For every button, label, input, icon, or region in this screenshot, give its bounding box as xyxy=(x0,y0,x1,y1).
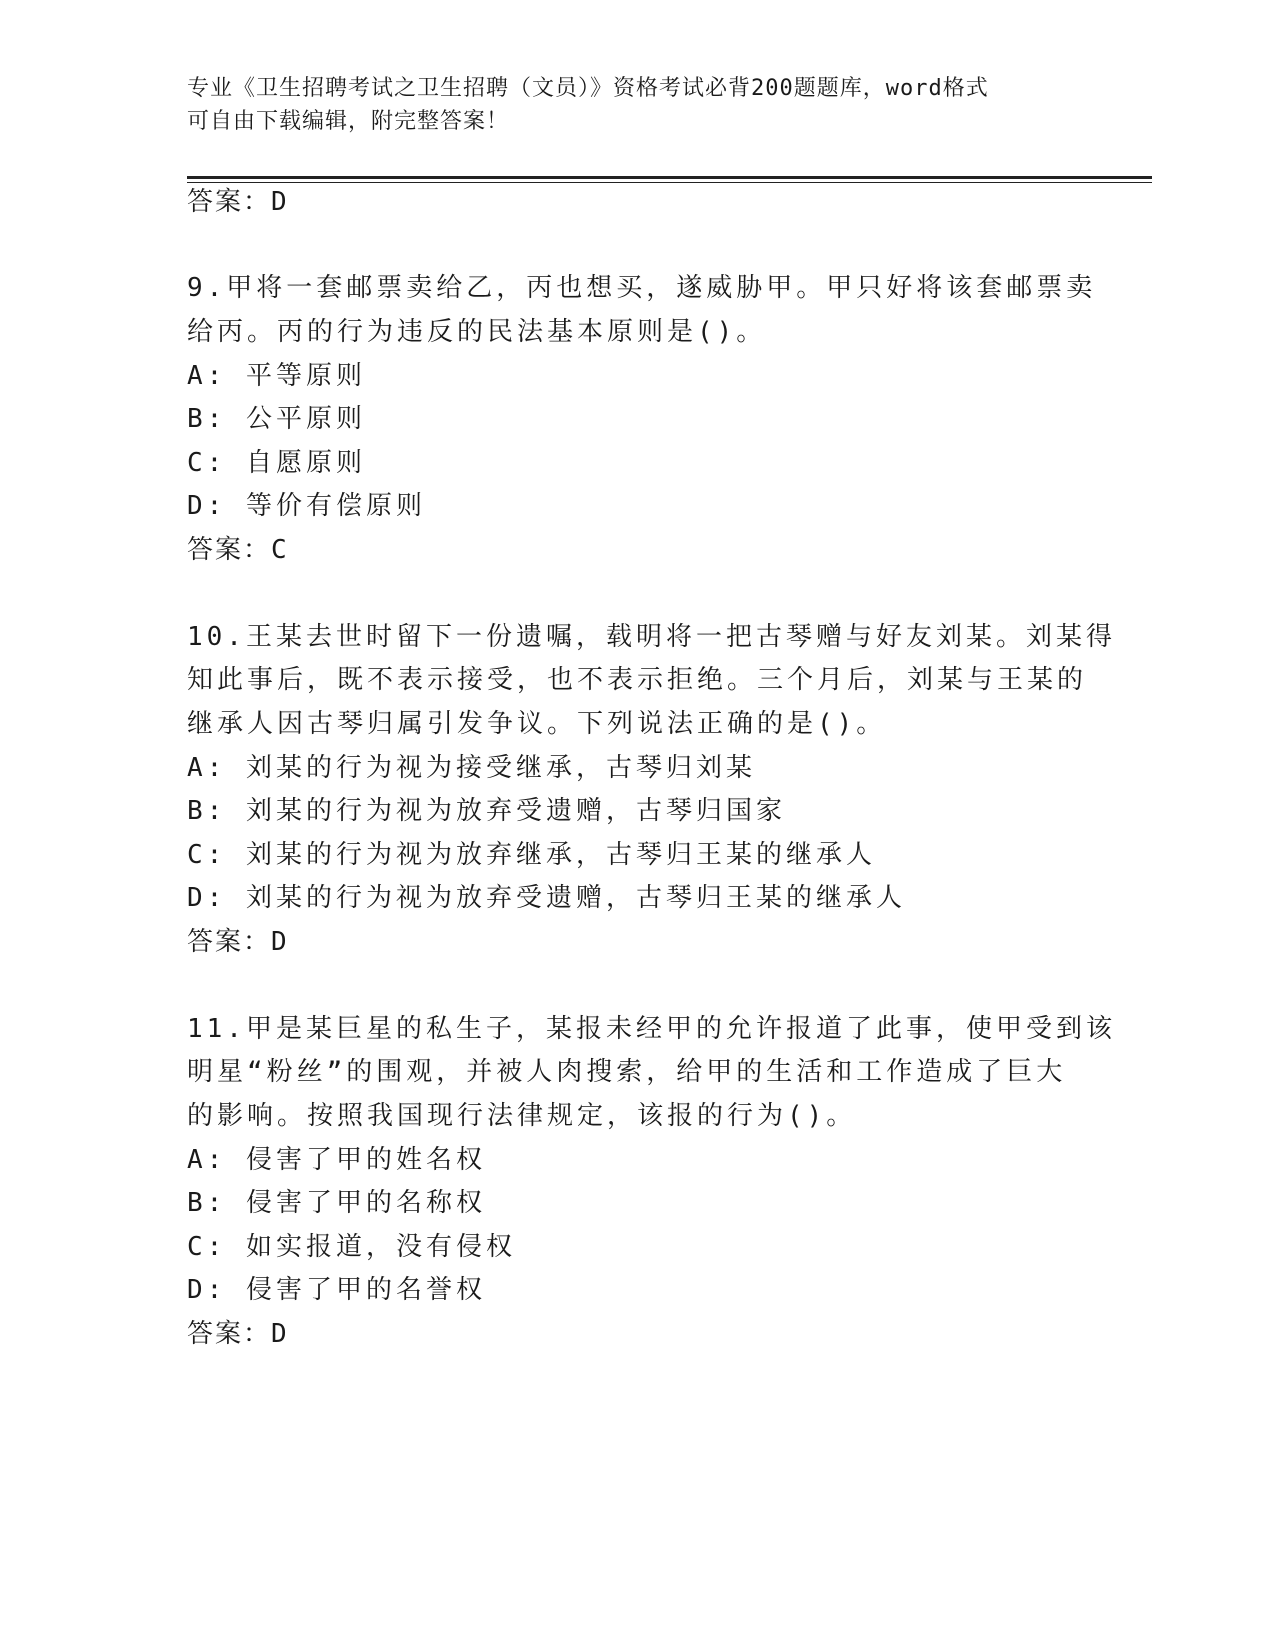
answer-label: 答案： xyxy=(187,1319,272,1349)
answer-label: 答案： xyxy=(187,927,272,957)
question-10-answer xyxy=(187,924,289,960)
prev-answer-line xyxy=(187,184,289,220)
question-9-answer xyxy=(187,532,289,568)
question-10-option-a: A: 刘某的行为视为接受继承，古琴归刘某 xyxy=(187,753,756,783)
question-11-option-c: C: 如实报道，没有侵权 xyxy=(187,1232,516,1262)
question-10-stem-line-2: 知此事后，既不表示接受，也不表示拒绝。三个月后，刘某与王某的 xyxy=(187,665,1088,695)
answer-value: C xyxy=(271,535,289,565)
question-11-answer xyxy=(187,1316,289,1352)
question-11-option-b: B: 侵害了甲的名称权 xyxy=(187,1188,486,1218)
question-9-option-d: D: 等价有偿原则 xyxy=(187,491,426,521)
question-11-stem-line-3: 的影响。按照我国现行法律规定，该报的行为()。 xyxy=(187,1101,857,1131)
question-11-option-a: A: 侵害了甲的姓名权 xyxy=(187,1145,486,1175)
answer-value: D xyxy=(271,927,289,957)
question-10-option-c: C: 刘某的行为视为放弃继承，古琴归王某的继承人 xyxy=(187,840,876,870)
question-9-option-b: B: 公平原则 xyxy=(187,404,366,434)
page-header xyxy=(187,72,1087,138)
question-9-option-a: A: 平等原则 xyxy=(187,361,366,391)
question-9-stem-line-1: 9.甲将一套邮票卖给乙，丙也想买，遂威胁甲。甲只好将该套邮票卖 xyxy=(187,273,1097,303)
question-10-stem-line-1: 10.王某去世时留下一份遗嘱，载明将一把古琴赠与好友刘某。刘某得 xyxy=(187,622,1116,652)
question-11-stem-line-1: 11.甲是某巨星的私生子，某报未经甲的允许报道了此事，使甲受到该 xyxy=(187,1014,1116,1044)
question-11-option-d: D: 侵害了甲的名誉权 xyxy=(187,1275,486,1305)
question-10-option-b: B: 刘某的行为视为放弃受遗赠，古琴归国家 xyxy=(187,796,786,826)
question-11-stem-line-2: 明星“粉丝”的围观，并被人肉搜索，给甲的生活和工作造成了巨大 xyxy=(187,1057,1067,1087)
question-10-option-d: D: 刘某的行为视为放弃受遗赠，古琴归王某的继承人 xyxy=(187,883,906,913)
answer-value: D xyxy=(271,187,289,217)
question-9-option-c: C: 自愿原则 xyxy=(187,448,366,478)
header-line-1: 专业《卫生招聘考试之卫生招聘（文员）》资格考试必背200题题库，word格式 xyxy=(187,76,989,101)
header-divider-thin xyxy=(187,182,1152,183)
header-line-2: 可自由下载编辑，附完整答案！ xyxy=(187,109,510,134)
question-10-stem-line-3: 继承人因古琴归属引发争议。下列说法正确的是()。 xyxy=(187,709,887,739)
answer-label: 答案： xyxy=(187,187,272,217)
question-9-stem-line-2: 给丙。丙的行为违反的民法基本原则是()。 xyxy=(187,317,767,347)
answer-label: 答案： xyxy=(187,535,272,565)
header-divider-thick xyxy=(187,176,1152,179)
answer-value: D xyxy=(271,1319,289,1349)
